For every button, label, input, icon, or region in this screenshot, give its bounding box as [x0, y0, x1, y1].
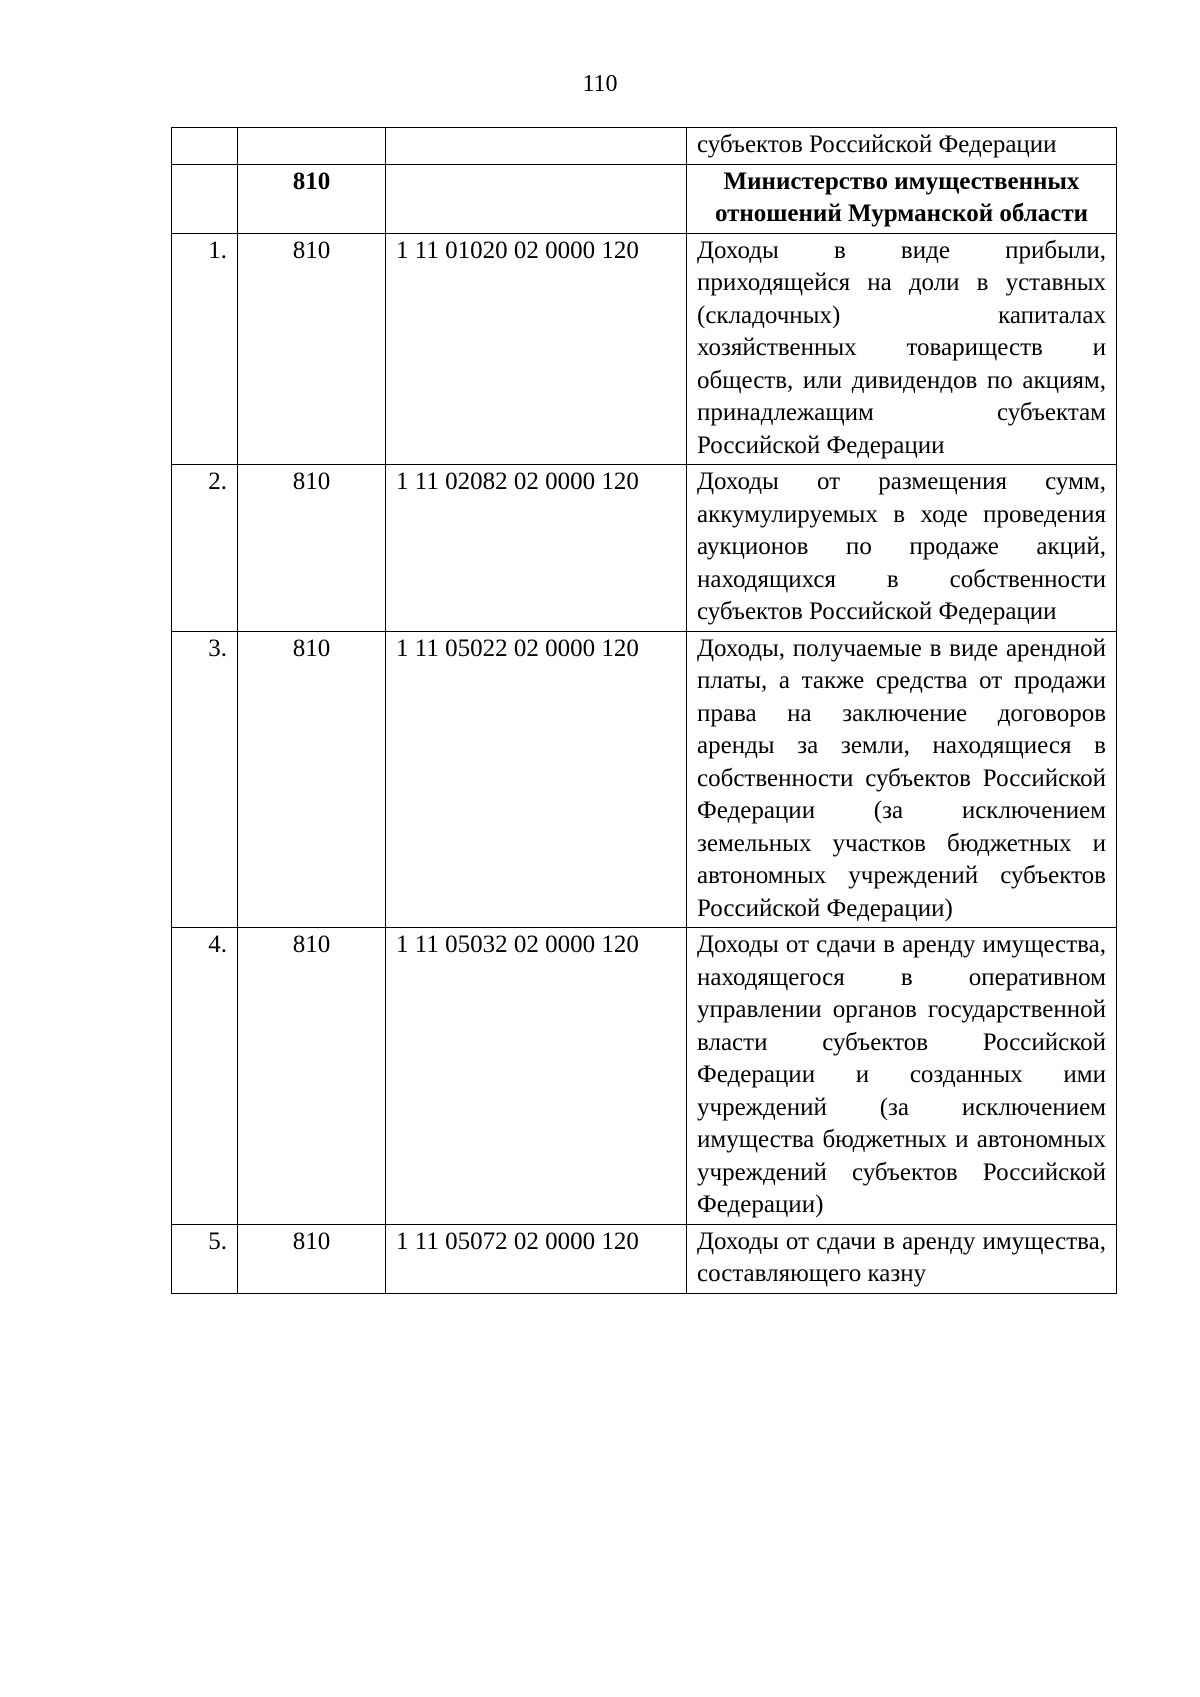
- row-number-cell: 4.: [172, 928, 238, 1225]
- chapter-code-cell: 810: [238, 631, 386, 928]
- budget-code-cell: 1 11 05032 02 0000 120: [386, 928, 687, 1225]
- revenue-description-cell: Доходы в виде прибыли, приходящейся на доли в уставных (складочных) капиталах хозяйственных товариществ и обществ, или дивидендов по акциям, принадлежащим субъектам Российской Федерации: [687, 233, 1117, 465]
- table-row: [172, 465, 1117, 632]
- row-number-cell: 5.: [172, 1224, 238, 1293]
- revenue-description-cell: Доходы от сдачи в аренду имущества, находящегося в оперативном управлении органов государственной власти субъектов Российской Федерации и созданных ими учреждений (за исключением имущества бюджетных и автономных учреждений субъектов Российской Федерации): [687, 928, 1117, 1225]
- chapter-code-cell: [238, 128, 386, 165]
- revenue-description-cell: Доходы от сдачи в аренду имущества, составляющего казну: [687, 1224, 1117, 1293]
- chapter-code-cell: 810: [238, 164, 386, 233]
- chapter-code-cell: 810: [238, 465, 386, 632]
- table-row: [172, 164, 1117, 233]
- row-number-cell: [172, 164, 238, 233]
- row-number-cell: [172, 128, 238, 165]
- table-row: [172, 128, 1117, 165]
- budget-code-cell: 1 11 05072 02 0000 120: [386, 1224, 687, 1293]
- row-number-cell: 1.: [172, 233, 238, 465]
- page-number: 110: [582, 71, 618, 97]
- row-number-cell: 3.: [172, 631, 238, 928]
- budget-code-cell: 1 11 02082 02 0000 120: [386, 465, 687, 632]
- table-row: [172, 233, 1117, 465]
- table-row: [172, 928, 1117, 1225]
- budget-code-cell: [386, 164, 687, 233]
- revenue-description-cell: субъектов Российской Федерации: [687, 128, 1117, 165]
- table-row: [172, 631, 1117, 928]
- revenue-description-cell: Министерство имущественных отношений Мурманской области: [687, 164, 1117, 233]
- table-body: [172, 128, 1117, 1294]
- chapter-code-cell: 810: [238, 233, 386, 465]
- row-number-cell: 2.: [172, 465, 238, 632]
- revenue-codes-table: [171, 127, 1117, 1294]
- chapter-code-cell: 810: [238, 1224, 386, 1293]
- budget-code-cell: [386, 128, 687, 165]
- budget-code-cell: 1 11 01020 02 0000 120: [386, 233, 687, 465]
- revenue-description-cell: Доходы от размещения сумм, аккумулируемых в ходе проведения аукционов по продаже акций, находящихся в собственности субъектов Российской Федерации: [687, 465, 1117, 632]
- chapter-code-cell: 810: [238, 928, 386, 1225]
- revenue-description-cell: Доходы, получаемые в виде арендной платы, а также средства от продажи права на заключение договоров аренды за земли, находящиеся в собственности субъектов Российской Федерации (за исключением земельных участков бюджетных и автономных учреждений субъектов Российской Федерации): [687, 631, 1117, 928]
- budget-code-cell: 1 11 05022 02 0000 120: [386, 631, 687, 928]
- table-row: [172, 1224, 1117, 1293]
